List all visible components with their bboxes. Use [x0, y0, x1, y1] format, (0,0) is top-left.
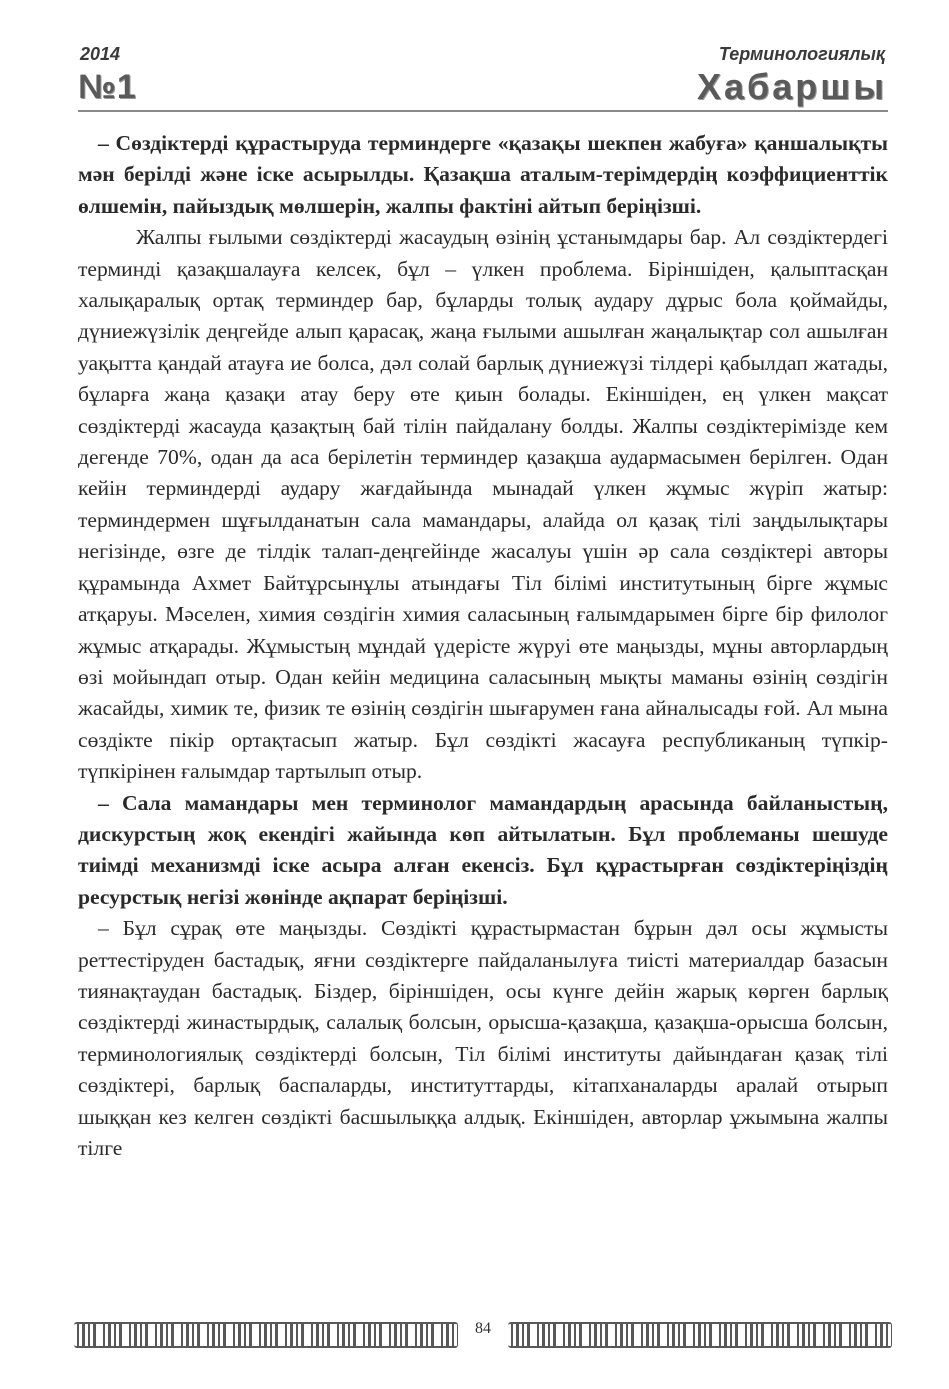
- header-year: 2014: [80, 44, 121, 64]
- ornament-border-left: [74, 1322, 458, 1348]
- header-journal-line1: Терминологиялық: [718, 44, 885, 64]
- question-paragraph-1: – Сөздіктерді құрастыруда терминдерге «қазақы шекпен жабуға» қаншалықты мән берілді және іске асырылды. Қазақша аталым-терімдердің коэффициенттік өлшемін, пайыздық мөлшерін, жалпы фактіні айтып беріңізші.: [78, 131, 888, 218]
- header-journal-line2: Хабаршы: [696, 66, 887, 107]
- page-header: [0, 0, 949, 110]
- page-number: 84: [475, 1320, 491, 1337]
- answer-paragraph-2: – Бұл сұрақ өте маңызды. Сөздікті құрастырмастан бұрын дәл осы жұмысты реттестіруден бастадық, яғни сөздіктерге пайдаланылуға тиісті материалдар базасын тиянақтаудан бастадық. Біздер, біріншіден, осы күнге дейін жарық көрген барлық сөздіктерді жинастырдық, салалық болсын, орысша-қазақша, қазақша-орысша болсын, терминологиялық сөздіктерді болсын, Тіл білімі институты дайындаған қазақ тілі сөздіктері, барлық баспаларды, институттарды, кітапханаларды аралай отырып шыққан кез келген сөздікті басшылыққа алдық. Екіншіден, авторлар ұжымына жалпы тілге: [78, 916, 888, 1160]
- page-footer: [74, 1318, 892, 1350]
- header-divider: [78, 110, 888, 112]
- question-paragraph-2: – Сала мамандары мен терминолог мамандардың арасында байланыстың, дискурстың жоқ екендігі жайында көп айтылатын. Бұл проблеманы шешуде тиімді механизмді іске асыра алған екенсіз. Бұл құрастырған сөздіктеріңіздің ресурстық негізі жөнінде ақпарат беріңізші.: [78, 790, 888, 909]
- header-issue-number: №1: [78, 68, 137, 106]
- answer-paragraph-1: Жалпы ғылыми сөздіктерді жасаудың өзінің ұстанымдары бар. Ал сөздіктердегі терминді қазақшалауға келсек, бұл – үлкен проблема. Біріншіден, қалыптасқан халықаралық ортақ терминдер бар, бұларды толық аудару дұрыс бола қоймайды, дүниежүзілік деңгейде алып қарасақ, жаңа ғылыми ашылған жаңалықтар сол ашылған уақытта қандай атауға ие болса, дәл солай барлық дүниежүзі тілдері қабылдап жатады, бұларға жаңа қазақи атау беру өте қиын болады. Екіншіден, ең үлкен мақсат сөздіктерді жасауда қазақтың бай тілін пайдалану болды. Жалпы сөздіктерімізде кем дегенде 70%, одан да аса берілетін терминдер қазақша аудармасымен берілген. Одан кейін терминдерді аудару жағдайында мынадай үлкен жұмыс жүріп жатыр: терминдермен шұғылданатын сала мамандары, алайда ол қазақ тілі заңдылықтары негізінде, өзге де тілдік талап-деңгейінде жасалуы үшін әр сала сөздіктері авторы құрамында Ахмет Байтұрсынұлы атындағы Тіл білімі институтының бірге жұмыс атқаруы. Мәселен, химия сөздігін химия саласының ғалымдарымен бірге бір филолог жұмыс атқарады. Жұмыстың мұндай үдерісте жүруі өте маңызды, мұны авторлардың өзі мойындап отыр. Одан кейін медицина саласының мықты маманы өзінің сөздігін жасайды, химик те, физик те өзінің сөздігін шығарумен ғана айналысады ғой. Ал мына сөздікте пікір ортақтасып жатыр. Бұл сөздікті жасауға республиканың түпкір-түпкірінен ғалымдар тартылып отыр.: [78, 225, 888, 784]
- article-body: [78, 128, 888, 1164]
- ornament-border-right: [508, 1322, 892, 1348]
